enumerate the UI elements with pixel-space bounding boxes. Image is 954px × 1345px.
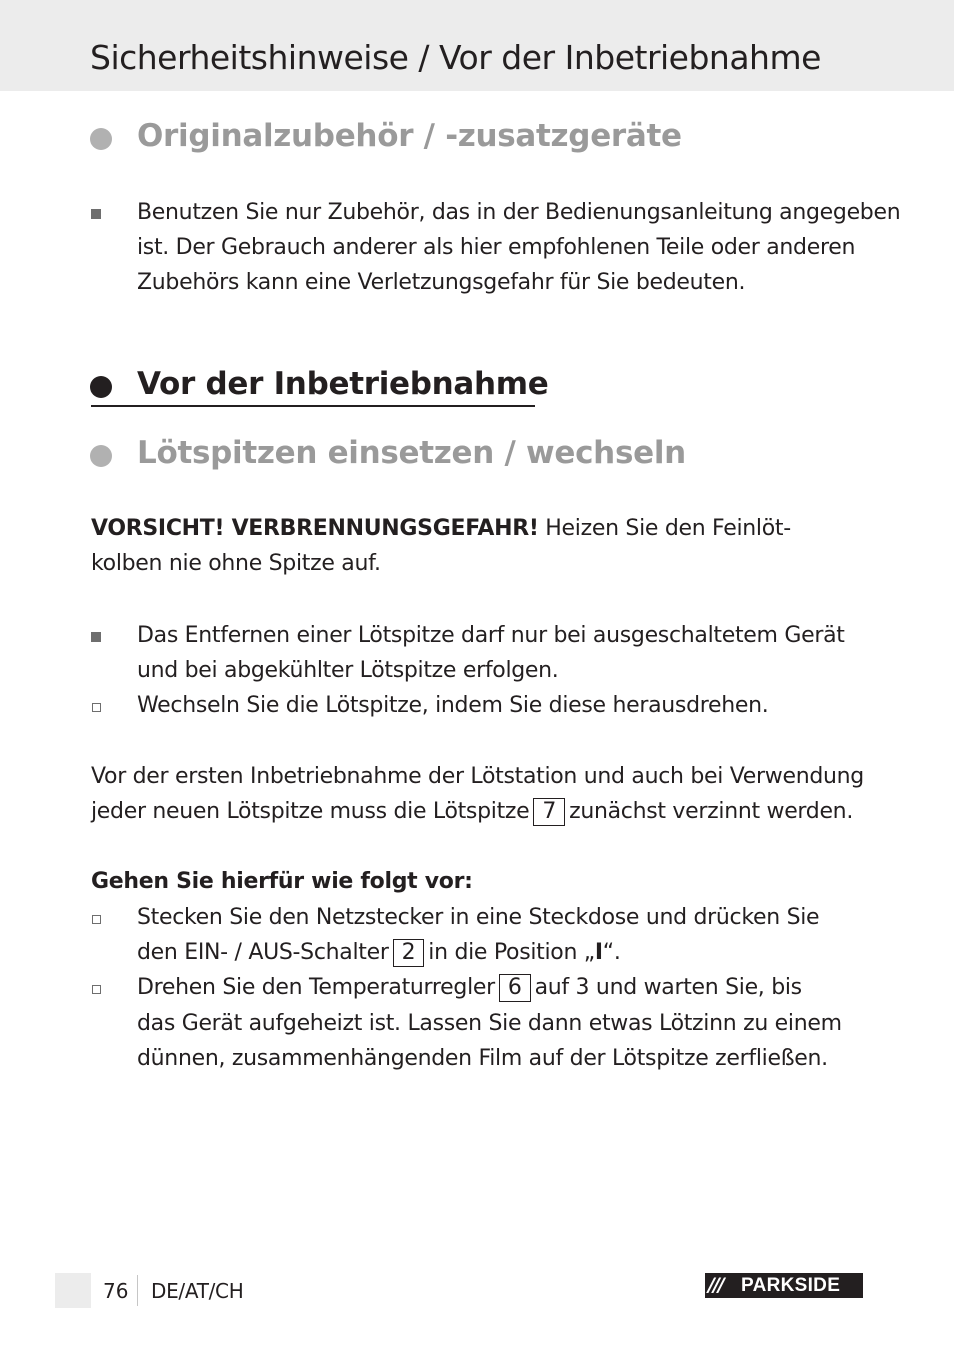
footer-divider bbox=[137, 1275, 138, 1306]
accessories-text-line-2: ist. Der Gebrauch anderer als hier empfohlenen Teile oder anderen bbox=[137, 235, 856, 260]
reference-number-box: 2 bbox=[393, 939, 425, 967]
checkbox-bullet-icon bbox=[92, 985, 101, 994]
switch-position: I bbox=[594, 940, 603, 965]
step2-line-2: das Gerät aufgeheizt ist. Lassen Sie dann etwas Lötzinn zu einem bbox=[137, 1011, 842, 1036]
step2-line-3: dünnen, zusammenhängenden Film auf der Lötspitze zerfließen. bbox=[137, 1046, 828, 1071]
step-text: Drehen Sie den Temperaturregler bbox=[137, 975, 495, 1000]
warning-line-1 bbox=[91, 511, 791, 546]
section-heading-accessories: Originalzubehör / -zusatzgeräte bbox=[137, 118, 682, 154]
checkbox-bullet-icon bbox=[92, 703, 101, 712]
logo-stripes-icon: /// bbox=[708, 1274, 723, 1296]
warning-line-2: kolben nie ohne Spitze auf. bbox=[91, 551, 381, 576]
square-bullet-icon bbox=[91, 209, 101, 219]
section-heading-tips: Lötspitzen einsetzen / wechseln bbox=[137, 435, 686, 471]
square-bullet-icon bbox=[91, 632, 101, 642]
parkside-logo bbox=[705, 1273, 863, 1298]
heading-underline bbox=[91, 405, 535, 407]
tips-paragraph-line-2 bbox=[91, 794, 853, 829]
checkbox-bullet-icon bbox=[92, 915, 101, 924]
accessories-text-line-3: Zubehörs kann eine Verletzungsgefahr für Sie bedeuten. bbox=[137, 270, 746, 295]
step1-line-2 bbox=[137, 935, 621, 970]
tips-bullet2: Wechseln Sie die Lötspitze, indem Sie diese herausdrehen. bbox=[137, 693, 769, 718]
accessories-text-line-1: Benutzen Sie nur Zubehör, das in der Bedienungsanleitung angegeben bbox=[137, 200, 901, 225]
warning-text: Heizen Sie den Feinlöt- bbox=[538, 516, 791, 541]
tips-paragraph-line-1: Vor der ersten Inbetriebnahme der Lötstation und auch bei Verwendung bbox=[91, 764, 864, 789]
tips-bullet1-line-2: und bei abgekühlter Lötspitze erfolgen. bbox=[137, 658, 559, 683]
step-text: den EIN- / AUS-Schalter bbox=[137, 940, 389, 965]
section-bullet-icon bbox=[90, 376, 112, 398]
section-bullet-icon bbox=[90, 445, 112, 467]
step2-line-1 bbox=[137, 970, 802, 1005]
procedure-heading-text: Gehen Sie hierfür wie folgt vor: bbox=[91, 869, 473, 894]
paragraph-text: jeder neuen Lötspitze muss die Lötspitze bbox=[91, 799, 530, 824]
step-text: auf 3 und warten Sie, bis bbox=[534, 975, 802, 1000]
page-number: 76 bbox=[103, 1279, 129, 1303]
page-title: Sicherheitshinweise / Vor der Inbetriebnahme bbox=[90, 38, 821, 77]
section-bullet-icon bbox=[90, 128, 112, 150]
step-text: in die Position „ bbox=[428, 940, 595, 965]
footer-marker bbox=[55, 1273, 91, 1308]
brand-name: PARKSIDE bbox=[741, 1275, 841, 1296]
footer-region: DE/AT/CH bbox=[151, 1279, 244, 1303]
reference-number-box: 6 bbox=[499, 974, 531, 1002]
reference-number-box: 7 bbox=[533, 798, 565, 826]
warning-label: VORSICHT! VERBRENNUNGSGEFAHR! bbox=[91, 516, 539, 541]
tips-bullet1-line-1: Das Entfernen einer Lötspitze darf nur bei ausgeschaltetem Gerät bbox=[137, 623, 845, 648]
section-heading-startup: Vor der Inbetriebnahme bbox=[137, 366, 549, 402]
step1-line-1: Stecken Sie den Netzstecker in eine Steckdose und drücken Sie bbox=[137, 905, 820, 930]
step-text: “. bbox=[602, 940, 621, 965]
procedure-heading bbox=[91, 864, 473, 899]
paragraph-text: zunächst verzinnt werden. bbox=[569, 799, 854, 824]
